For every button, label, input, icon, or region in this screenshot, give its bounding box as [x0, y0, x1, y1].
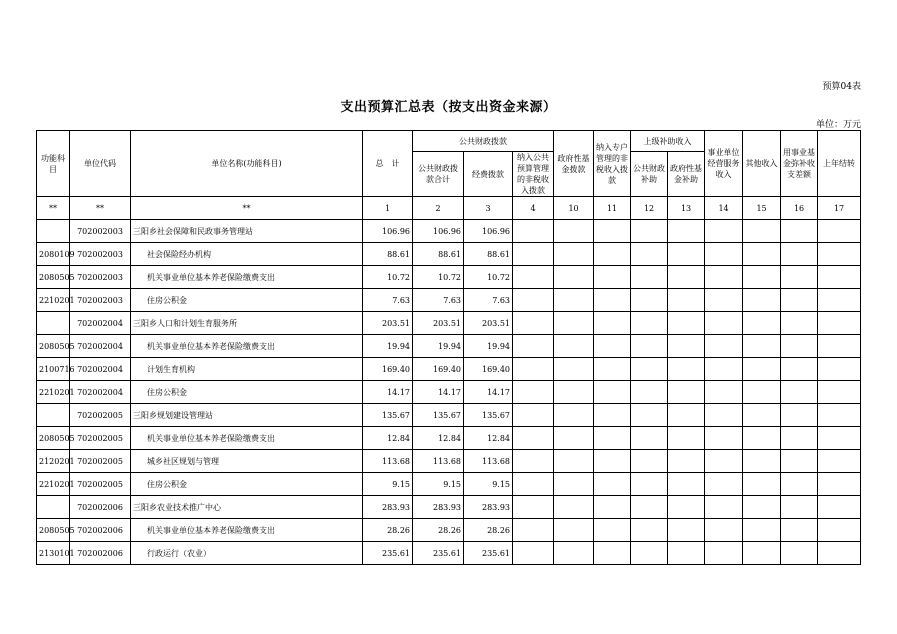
empty-cell	[668, 427, 705, 450]
total-cell: 19.94	[363, 335, 413, 358]
index-cell: **	[37, 197, 70, 220]
operating-cell: 203.51	[464, 312, 513, 335]
empty-cell	[781, 312, 818, 335]
col-public-finance-subsidy: 公共财政补助	[631, 152, 668, 197]
table-row	[37, 266, 861, 289]
empty-cell	[781, 404, 818, 427]
unit-label: 单位：万元	[815, 120, 861, 130]
pf-total-cell: 28.26	[413, 519, 464, 542]
unit-name-cell: 三阳乡人口和计划生育服务所	[131, 312, 363, 335]
empty-cell	[668, 519, 705, 542]
operating-cell: 106.96	[464, 220, 513, 243]
col-business-income: 事业单位经营服务收入	[705, 131, 743, 197]
total-cell: 135.67	[363, 404, 413, 427]
total-cell: 88.61	[363, 243, 413, 266]
empty-cell	[631, 473, 668, 496]
empty-cell	[668, 289, 705, 312]
table-row	[37, 312, 861, 335]
table-row	[37, 404, 861, 427]
empty-cell	[705, 519, 743, 542]
pf-total-cell: 88.61	[413, 243, 464, 266]
index-cell: 14	[705, 197, 743, 220]
operating-cell: 235.61	[464, 542, 513, 565]
unit-name-cell: 社会保险经办机构	[131, 243, 363, 266]
func-subject-cell: 2080505	[37, 335, 70, 358]
total-cell: 9.15	[363, 473, 413, 496]
empty-cell	[513, 542, 554, 565]
empty-cell	[554, 381, 594, 404]
empty-cell	[668, 312, 705, 335]
unit-name-cell: 三阳乡规划建设管理站	[131, 404, 363, 427]
empty-cell	[668, 243, 705, 266]
table-row	[37, 473, 861, 496]
operating-cell: 135.67	[464, 404, 513, 427]
total-cell: 14.17	[363, 381, 413, 404]
empty-cell	[743, 335, 781, 358]
budget-table	[36, 130, 861, 565]
pf-total-cell: 12.84	[413, 427, 464, 450]
empty-cell	[781, 427, 818, 450]
empty-cell	[743, 473, 781, 496]
index-cell: 4	[513, 197, 554, 220]
empty-cell	[705, 404, 743, 427]
table-body	[37, 197, 861, 565]
empty-cell	[818, 243, 861, 266]
empty-cell	[513, 496, 554, 519]
index-cell: 10	[554, 197, 594, 220]
pf-total-cell: 106.96	[413, 220, 464, 243]
empty-cell	[781, 473, 818, 496]
operating-cell: 10.72	[464, 266, 513, 289]
empty-cell	[705, 266, 743, 289]
empty-cell	[513, 381, 554, 404]
empty-cell	[743, 312, 781, 335]
pf-total-cell: 19.94	[413, 335, 464, 358]
empty-cell	[513, 473, 554, 496]
operating-cell: 7.63	[464, 289, 513, 312]
unit-code-cell: 702002006	[70, 496, 131, 519]
func-subject-cell	[37, 404, 70, 427]
func-subject-cell: 2210201	[37, 289, 70, 312]
table-row	[37, 358, 861, 381]
col-special-account: 纳入专户管理的非税收入拨款	[594, 131, 631, 197]
form-number: 预算04表	[822, 82, 861, 92]
pf-total-cell: 203.51	[413, 312, 464, 335]
unit-code-cell: 702002005	[70, 404, 131, 427]
operating-cell: 88.61	[464, 243, 513, 266]
table-row	[37, 220, 861, 243]
index-cell: **	[70, 197, 131, 220]
empty-cell	[705, 335, 743, 358]
pf-total-cell: 235.61	[413, 542, 464, 565]
empty-cell	[781, 542, 818, 565]
empty-cell	[594, 519, 631, 542]
empty-cell	[594, 243, 631, 266]
total-cell: 283.93	[363, 496, 413, 519]
table-row	[37, 427, 861, 450]
col-pf-total: 公共财政拨款合计	[413, 152, 464, 197]
empty-cell	[743, 381, 781, 404]
col-gov-fund-subsidy: 政府性基金补助	[668, 152, 705, 197]
empty-cell	[818, 358, 861, 381]
unit-code-cell: 702002004	[70, 381, 131, 404]
index-cell: 15	[743, 197, 781, 220]
empty-cell	[594, 220, 631, 243]
index-cell: 1	[363, 197, 413, 220]
empty-cell	[513, 358, 554, 381]
total-cell: 113.68	[363, 450, 413, 473]
pf-total-cell: 113.68	[413, 450, 464, 473]
index-cell: 13	[668, 197, 705, 220]
total-cell: 10.72	[363, 266, 413, 289]
operating-cell: 113.68	[464, 450, 513, 473]
empty-cell	[594, 542, 631, 565]
table-row	[37, 542, 861, 565]
total-cell: 12.84	[363, 427, 413, 450]
unit-name-cell: 机关事业单位基本养老保险缴费支出	[131, 519, 363, 542]
empty-cell	[818, 335, 861, 358]
col-other-income: 其他收入	[743, 131, 781, 197]
empty-cell	[513, 335, 554, 358]
operating-cell: 283.93	[464, 496, 513, 519]
unit-code-cell: 702002005	[70, 450, 131, 473]
table-row	[37, 243, 861, 266]
empty-cell	[743, 542, 781, 565]
empty-cell	[554, 496, 594, 519]
empty-cell	[705, 496, 743, 519]
empty-cell	[743, 496, 781, 519]
empty-cell	[818, 542, 861, 565]
unit-code-cell: 702002004	[70, 358, 131, 381]
empty-cell	[513, 427, 554, 450]
total-cell: 203.51	[363, 312, 413, 335]
empty-cell	[705, 358, 743, 381]
index-cell: 3	[464, 197, 513, 220]
func-subject-cell: 2080109	[37, 243, 70, 266]
empty-cell	[818, 289, 861, 312]
index-cell: 11	[594, 197, 631, 220]
operating-cell: 9.15	[464, 473, 513, 496]
empty-cell	[631, 542, 668, 565]
empty-cell	[705, 542, 743, 565]
col-group-public-finance: 公共财政拨款	[413, 131, 554, 152]
empty-cell	[818, 450, 861, 473]
empty-cell	[594, 450, 631, 473]
empty-cell	[668, 496, 705, 519]
empty-cell	[743, 243, 781, 266]
col-unit-code: 单位代码	[70, 131, 131, 197]
unit-code-cell: 702002003	[70, 266, 131, 289]
unit-name-cell: 三阳乡农业技术推广中心	[131, 496, 363, 519]
func-subject-cell: 2100716	[37, 358, 70, 381]
empty-cell	[705, 312, 743, 335]
func-subject-cell: 2210201	[37, 473, 70, 496]
empty-cell	[631, 220, 668, 243]
empty-cell	[743, 266, 781, 289]
func-subject-cell: 2080505	[37, 519, 70, 542]
empty-cell	[668, 404, 705, 427]
empty-cell	[594, 289, 631, 312]
total-cell: 169.40	[363, 358, 413, 381]
unit-name-cell: 城乡社区规划与管理	[131, 450, 363, 473]
empty-cell	[513, 266, 554, 289]
empty-cell	[705, 473, 743, 496]
col-gov-fund: 政府性基金拨款	[554, 131, 594, 197]
empty-cell	[818, 381, 861, 404]
unit-code-cell: 702002003	[70, 220, 131, 243]
empty-cell	[631, 335, 668, 358]
table-row	[37, 519, 861, 542]
empty-cell	[631, 312, 668, 335]
empty-cell	[743, 358, 781, 381]
unit-name-cell: 机关事业单位基本养老保险缴费支出	[131, 335, 363, 358]
col-carryover: 上年结转	[818, 131, 861, 197]
operating-cell: 12.84	[464, 427, 513, 450]
empty-cell	[513, 519, 554, 542]
col-fund-offset: 用事业基金弥补收支差额	[781, 131, 818, 197]
empty-cell	[631, 358, 668, 381]
empty-cell	[554, 358, 594, 381]
unit-name-cell: 机关事业单位基本养老保险缴费支出	[131, 266, 363, 289]
table-row	[37, 450, 861, 473]
empty-cell	[594, 312, 631, 335]
empty-cell	[781, 358, 818, 381]
empty-cell	[631, 519, 668, 542]
empty-cell	[781, 381, 818, 404]
empty-cell	[594, 335, 631, 358]
unit-code-cell: 702002004	[70, 335, 131, 358]
empty-cell	[818, 404, 861, 427]
empty-cell	[705, 243, 743, 266]
operating-cell: 28.26	[464, 519, 513, 542]
total-cell: 106.96	[363, 220, 413, 243]
empty-cell	[668, 473, 705, 496]
empty-cell	[705, 220, 743, 243]
empty-cell	[818, 427, 861, 450]
unit-name-cell: 计划生育机构	[131, 358, 363, 381]
unit-name-cell: 住房公积金	[131, 473, 363, 496]
empty-cell	[594, 358, 631, 381]
empty-cell	[743, 220, 781, 243]
empty-cell	[554, 427, 594, 450]
table-header	[37, 131, 861, 197]
operating-cell: 169.40	[464, 358, 513, 381]
col-unit-name: 单位名称(功能科目)	[131, 131, 363, 197]
unit-name-cell: 行政运行（农业）	[131, 542, 363, 565]
empty-cell	[743, 450, 781, 473]
empty-cell	[818, 496, 861, 519]
empty-cell	[554, 243, 594, 266]
empty-cell	[513, 289, 554, 312]
empty-cell	[594, 427, 631, 450]
empty-cell	[705, 289, 743, 312]
empty-cell	[668, 358, 705, 381]
index-cell: 2	[413, 197, 464, 220]
unit-name-cell: 三阳乡社会保障和民政事务管理站	[131, 220, 363, 243]
col-operating: 经费拨款	[464, 152, 513, 197]
empty-cell	[781, 519, 818, 542]
unit-code-cell: 702002006	[70, 519, 131, 542]
index-cell: 17	[818, 197, 861, 220]
unit-code-cell: 702002003	[70, 243, 131, 266]
unit-name-cell: 住房公积金	[131, 289, 363, 312]
empty-cell	[781, 289, 818, 312]
col-group-superior-subsidy: 上级补助收入	[631, 131, 705, 152]
empty-cell	[781, 450, 818, 473]
empty-cell	[668, 542, 705, 565]
empty-cell	[554, 266, 594, 289]
empty-cell	[818, 312, 861, 335]
empty-cell	[594, 266, 631, 289]
pf-total-cell: 283.93	[413, 496, 464, 519]
empty-cell	[818, 473, 861, 496]
func-subject-cell: 2120201	[37, 450, 70, 473]
empty-cell	[631, 266, 668, 289]
empty-cell	[594, 496, 631, 519]
empty-cell	[743, 519, 781, 542]
func-subject-cell: 2130101	[37, 542, 70, 565]
empty-cell	[554, 519, 594, 542]
empty-cell	[668, 335, 705, 358]
empty-cell	[513, 450, 554, 473]
empty-cell	[594, 404, 631, 427]
empty-cell	[743, 289, 781, 312]
empty-cell	[631, 381, 668, 404]
pf-total-cell: 14.17	[413, 381, 464, 404]
pf-total-cell: 10.72	[413, 266, 464, 289]
table-row	[37, 381, 861, 404]
empty-cell	[554, 335, 594, 358]
col-total: 总 计	[363, 131, 413, 197]
func-subject-cell: 2080505	[37, 266, 70, 289]
page-title: 支出预算汇总表（按支出资金来源）	[340, 100, 557, 115]
empty-cell	[631, 243, 668, 266]
total-cell: 28.26	[363, 519, 413, 542]
func-subject-cell: 2210201	[37, 381, 70, 404]
empty-cell	[513, 220, 554, 243]
empty-cell	[781, 243, 818, 266]
empty-cell	[554, 473, 594, 496]
empty-cell	[631, 496, 668, 519]
index-row	[37, 197, 861, 220]
col-public-budget: 纳入公共预算管理的非税收入拨款	[513, 152, 554, 197]
func-subject-cell	[37, 312, 70, 335]
unit-code-cell: 702002003	[70, 289, 131, 312]
func-subject-cell	[37, 220, 70, 243]
empty-cell	[818, 519, 861, 542]
empty-cell	[513, 404, 554, 427]
empty-cell	[705, 427, 743, 450]
table-row	[37, 335, 861, 358]
pf-total-cell: 135.67	[413, 404, 464, 427]
col-func-subject: 功能科目	[37, 131, 70, 197]
index-cell: 12	[631, 197, 668, 220]
unit-code-cell: 702002005	[70, 473, 131, 496]
empty-cell	[743, 427, 781, 450]
total-cell: 7.63	[363, 289, 413, 312]
func-subject-cell: 2080505	[37, 427, 70, 450]
empty-cell	[631, 450, 668, 473]
func-subject-cell	[37, 496, 70, 519]
empty-cell	[668, 220, 705, 243]
empty-cell	[705, 381, 743, 404]
empty-cell	[631, 289, 668, 312]
unit-name-cell: 住房公积金	[131, 381, 363, 404]
empty-cell	[594, 381, 631, 404]
empty-cell	[513, 243, 554, 266]
pf-total-cell: 7.63	[413, 289, 464, 312]
empty-cell	[668, 266, 705, 289]
empty-cell	[513, 312, 554, 335]
empty-cell	[554, 289, 594, 312]
empty-cell	[781, 220, 818, 243]
empty-cell	[818, 220, 861, 243]
table-row	[37, 496, 861, 519]
empty-cell	[781, 496, 818, 519]
empty-cell	[781, 266, 818, 289]
empty-cell	[668, 450, 705, 473]
operating-cell: 19.94	[464, 335, 513, 358]
empty-cell	[554, 312, 594, 335]
pf-total-cell: 9.15	[413, 473, 464, 496]
empty-cell	[668, 381, 705, 404]
empty-cell	[631, 427, 668, 450]
index-cell: 16	[781, 197, 818, 220]
empty-cell	[818, 266, 861, 289]
unit-code-cell: 702002006	[70, 542, 131, 565]
unit-code-cell: 702002005	[70, 427, 131, 450]
empty-cell	[554, 404, 594, 427]
empty-cell	[594, 473, 631, 496]
empty-cell	[705, 450, 743, 473]
empty-cell	[554, 450, 594, 473]
operating-cell: 14.17	[464, 381, 513, 404]
unit-code-cell: 702002004	[70, 312, 131, 335]
unit-name-cell: 机关事业单位基本养老保险缴费支出	[131, 427, 363, 450]
empty-cell	[554, 220, 594, 243]
empty-cell	[743, 404, 781, 427]
empty-cell	[554, 542, 594, 565]
empty-cell	[631, 404, 668, 427]
table-row	[37, 289, 861, 312]
empty-cell	[781, 335, 818, 358]
index-cell: **	[131, 197, 363, 220]
pf-total-cell: 169.40	[413, 358, 464, 381]
total-cell: 235.61	[363, 542, 413, 565]
